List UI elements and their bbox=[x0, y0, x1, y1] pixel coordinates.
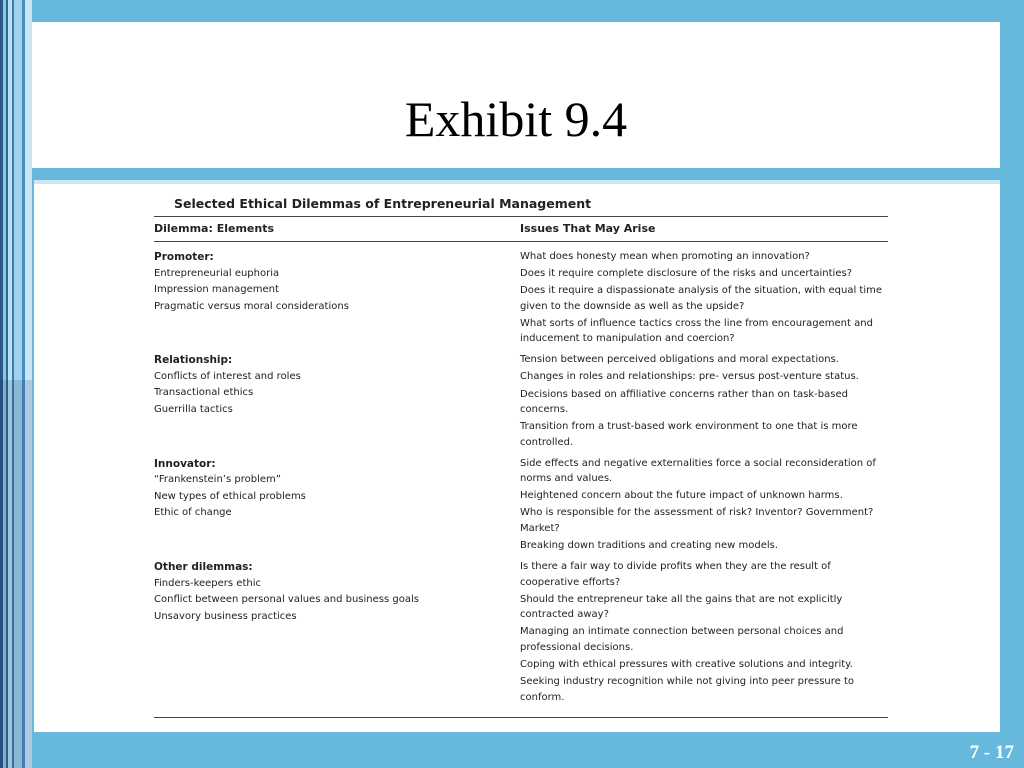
issue-item: Decisions based on affiliative concerns rather than on task-based concerns. bbox=[520, 388, 848, 416]
issue-item: Transition from a trust-based work environment to one that is more controlled. bbox=[520, 421, 858, 448]
issue-item: Breaking down traditions and creating new models. bbox=[520, 540, 779, 552]
dilemma-label: Promoter: bbox=[154, 251, 214, 263]
issue-item: Is there a fair way to divide profits when they are the result of cooperative efforts? bbox=[520, 561, 831, 588]
issue-item: What sorts of influence tactics cross the line from encouragement and inducement to manipulation and coercion? bbox=[520, 317, 873, 345]
issues-cell bbox=[520, 249, 888, 348]
dilemma-element: Entrepreneurial euphoria bbox=[154, 267, 280, 279]
table-header-row bbox=[154, 217, 888, 242]
dilemma-element: Finders-keepers ethic bbox=[154, 577, 261, 589]
issue-item: Side effects and negative externalities force a social reconsideration of norms and values. bbox=[520, 457, 876, 485]
dilemma-group bbox=[154, 249, 888, 348]
issue-item: Seeking industry recognition while not giving into peer pressure to conform. bbox=[520, 676, 855, 703]
dilemma-elements-cell bbox=[154, 559, 520, 706]
issue-item: Who is responsible for the assessment of risk? Inventor? Government? Market? bbox=[520, 507, 874, 534]
issue-item: Does it require a dispassionate analysis of the situation, with equal time given to the downside as well as the upside? bbox=[520, 285, 882, 312]
exhibit-table bbox=[154, 194, 888, 718]
header-dilemma-elements: Dilemma: Elements bbox=[154, 222, 275, 235]
bottom-rule bbox=[154, 717, 888, 718]
dilemma-element: Pragmatic versus moral considerations bbox=[154, 300, 349, 312]
dilemma-element: Unsavory business practices bbox=[154, 610, 297, 622]
issue-item: Coping with ethical pressures with creative solutions and integrity. bbox=[520, 658, 853, 670]
issue-item: Heightened concern about the future impact of unknown harms. bbox=[520, 490, 843, 502]
slide-title: Exhibit 9.4 bbox=[404, 91, 628, 147]
dilemma-group bbox=[154, 559, 888, 706]
issue-item: Managing an intimate connection between personal choices and professional decisions. bbox=[520, 626, 844, 653]
dilemma-element: Guerrilla tactics bbox=[154, 403, 233, 415]
table-body bbox=[154, 242, 888, 707]
issue-item: Should the entrepreneur take all the gains that are not explicitly contracted away? bbox=[520, 593, 843, 621]
issue-item: Tension between perceived obligations and moral expectations. bbox=[520, 354, 839, 366]
dilemma-element: Ethic of change bbox=[154, 507, 232, 519]
dilemma-element: “Frankenstein’s problem” bbox=[154, 474, 281, 486]
issue-item: Does it require complete disclosure of the risks and uncertainties? bbox=[520, 268, 853, 280]
page-number: 7 - 17 bbox=[969, 742, 1014, 763]
dilemma-group bbox=[154, 456, 888, 555]
left-decorative-stripes bbox=[0, 0, 32, 768]
dilemma-elements-cell bbox=[154, 456, 520, 555]
exhibit-title: Selected Ethical Dilemmas of Entrepreneurial Management bbox=[154, 194, 888, 217]
dilemma-element: Impression management bbox=[154, 284, 279, 295]
dilemma-element: Transactional ethics bbox=[154, 387, 254, 399]
dilemma-label: Relationship: bbox=[154, 354, 233, 367]
dilemma-element: Conflict between personal values and business goals bbox=[154, 594, 419, 606]
title-panel bbox=[32, 22, 1000, 168]
dilemma-element: Conflicts of interest and roles bbox=[154, 370, 301, 382]
dilemma-label: Innovator: bbox=[154, 457, 216, 470]
header-issues: Issues That May Arise bbox=[520, 222, 656, 235]
issue-item: Changes in roles and relationships: pre- versus post-venture status. bbox=[520, 371, 859, 383]
issues-cell bbox=[520, 352, 888, 451]
content-panel bbox=[34, 180, 1000, 732]
dilemma-group bbox=[154, 352, 888, 451]
dilemma-elements-cell bbox=[154, 249, 520, 348]
dilemma-label: Other dilemmas: bbox=[154, 561, 253, 574]
dilemma-elements-cell bbox=[154, 352, 520, 451]
issues-cell bbox=[520, 559, 888, 706]
dilemma-element: New types of ethical problems bbox=[154, 490, 306, 502]
issues-cell bbox=[520, 456, 888, 555]
issue-item: What does honesty mean when promoting an innovation? bbox=[520, 251, 810, 262]
